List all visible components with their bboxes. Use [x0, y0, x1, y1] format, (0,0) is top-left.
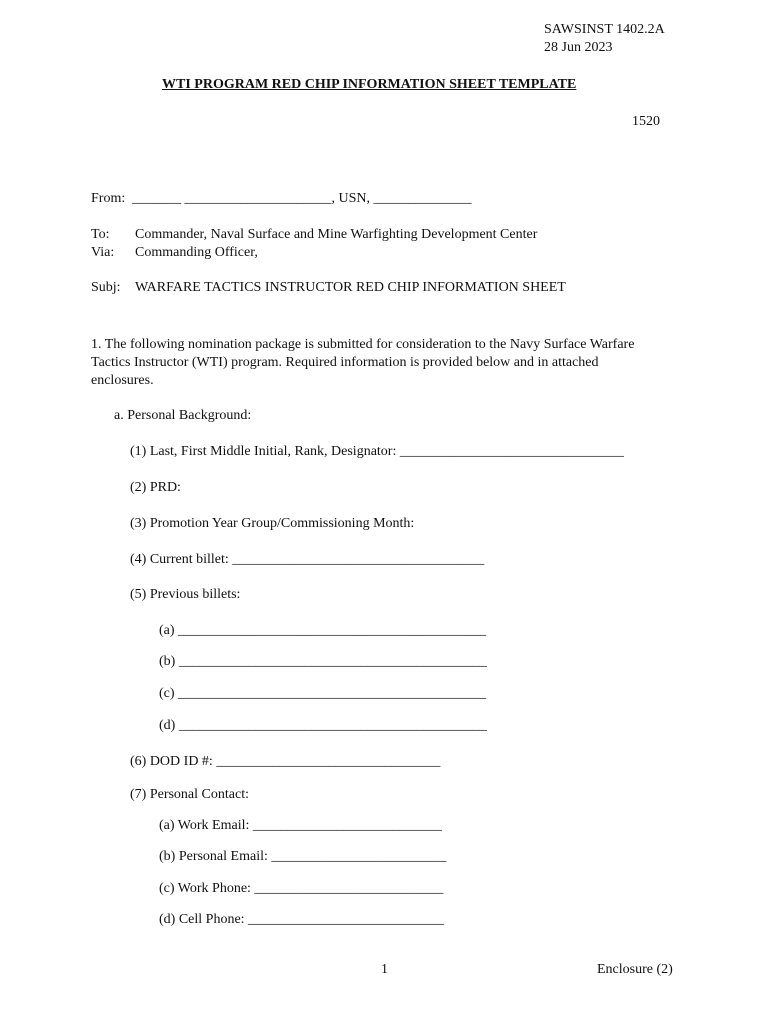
- instruction-date: 28 Jun 2023: [544, 40, 613, 55]
- from-field[interactable]: _______ _____________________, USN, ______________: [132, 191, 472, 206]
- via-recipient: Commanding Officer,: [135, 245, 258, 260]
- work-phone-field[interactable]: (c) Work Phone: ___________________________: [159, 881, 444, 896]
- paragraph-1-line-3: enclosures.: [91, 373, 154, 388]
- personal-email-field[interactable]: (b) Personal Email: _________________________: [159, 849, 447, 864]
- subject-label: Subj:: [91, 280, 121, 295]
- cell-phone-field[interactable]: (d) Cell Phone: ____________________________: [159, 912, 445, 927]
- previous-billet-d-field[interactable]: (d) ____________________________________________: [159, 718, 487, 733]
- section-a-heading: a. Personal Background:: [114, 408, 252, 423]
- paragraph-1-line-1: 1. The following nomination package is submitted for consideration to the Navy Surface Warfare: [91, 337, 635, 352]
- promotion-year-group-field[interactable]: (3) Promotion Year Group/Commissioning Month:: [130, 516, 415, 531]
- prd-field[interactable]: (2) PRD:: [130, 480, 181, 495]
- instruction-number: SAWSINST 1402.2A: [544, 22, 665, 37]
- paragraph-1-line-2: Tactics Instructor (WTI) program. Required information is provided below and in attached: [91, 355, 599, 370]
- enclosure-label: Enclosure (2): [597, 962, 673, 977]
- name-rank-designator-field[interactable]: (1) Last, First Middle Initial, Rank, Designator: ________________________________: [130, 444, 624, 459]
- dod-id-field[interactable]: (6) DOD ID #: ________________________________: [130, 754, 441, 769]
- document-title: WTI PROGRAM RED CHIP INFORMATION SHEET TEMPLATE: [162, 77, 577, 92]
- page-number: 1: [381, 962, 388, 977]
- personal-contact-label: (7) Personal Contact:: [130, 787, 249, 802]
- current-billet-field[interactable]: (4) Current billet: ____________________________________: [130, 552, 485, 567]
- work-email-field[interactable]: (a) Work Email: ___________________________: [159, 818, 442, 833]
- previous-billet-a-field[interactable]: (a) ____________________________________________: [159, 623, 487, 638]
- to-recipient: Commander, Naval Surface and Mine Warfighting Development Center: [135, 227, 538, 242]
- to-label: To:: [91, 227, 110, 242]
- ssic-code: 1520: [632, 114, 660, 129]
- previous-billets-label: (5) Previous billets:: [130, 587, 241, 602]
- previous-billet-b-field[interactable]: (b) ____________________________________________: [159, 654, 487, 669]
- subject-text: WARFARE TACTICS INSTRUCTOR RED CHIP INFORMATION SHEET: [135, 280, 566, 295]
- from-label: From:: [91, 191, 126, 206]
- previous-billet-c-field[interactable]: (c) ____________________________________________: [159, 686, 487, 701]
- via-label: Via:: [91, 245, 115, 260]
